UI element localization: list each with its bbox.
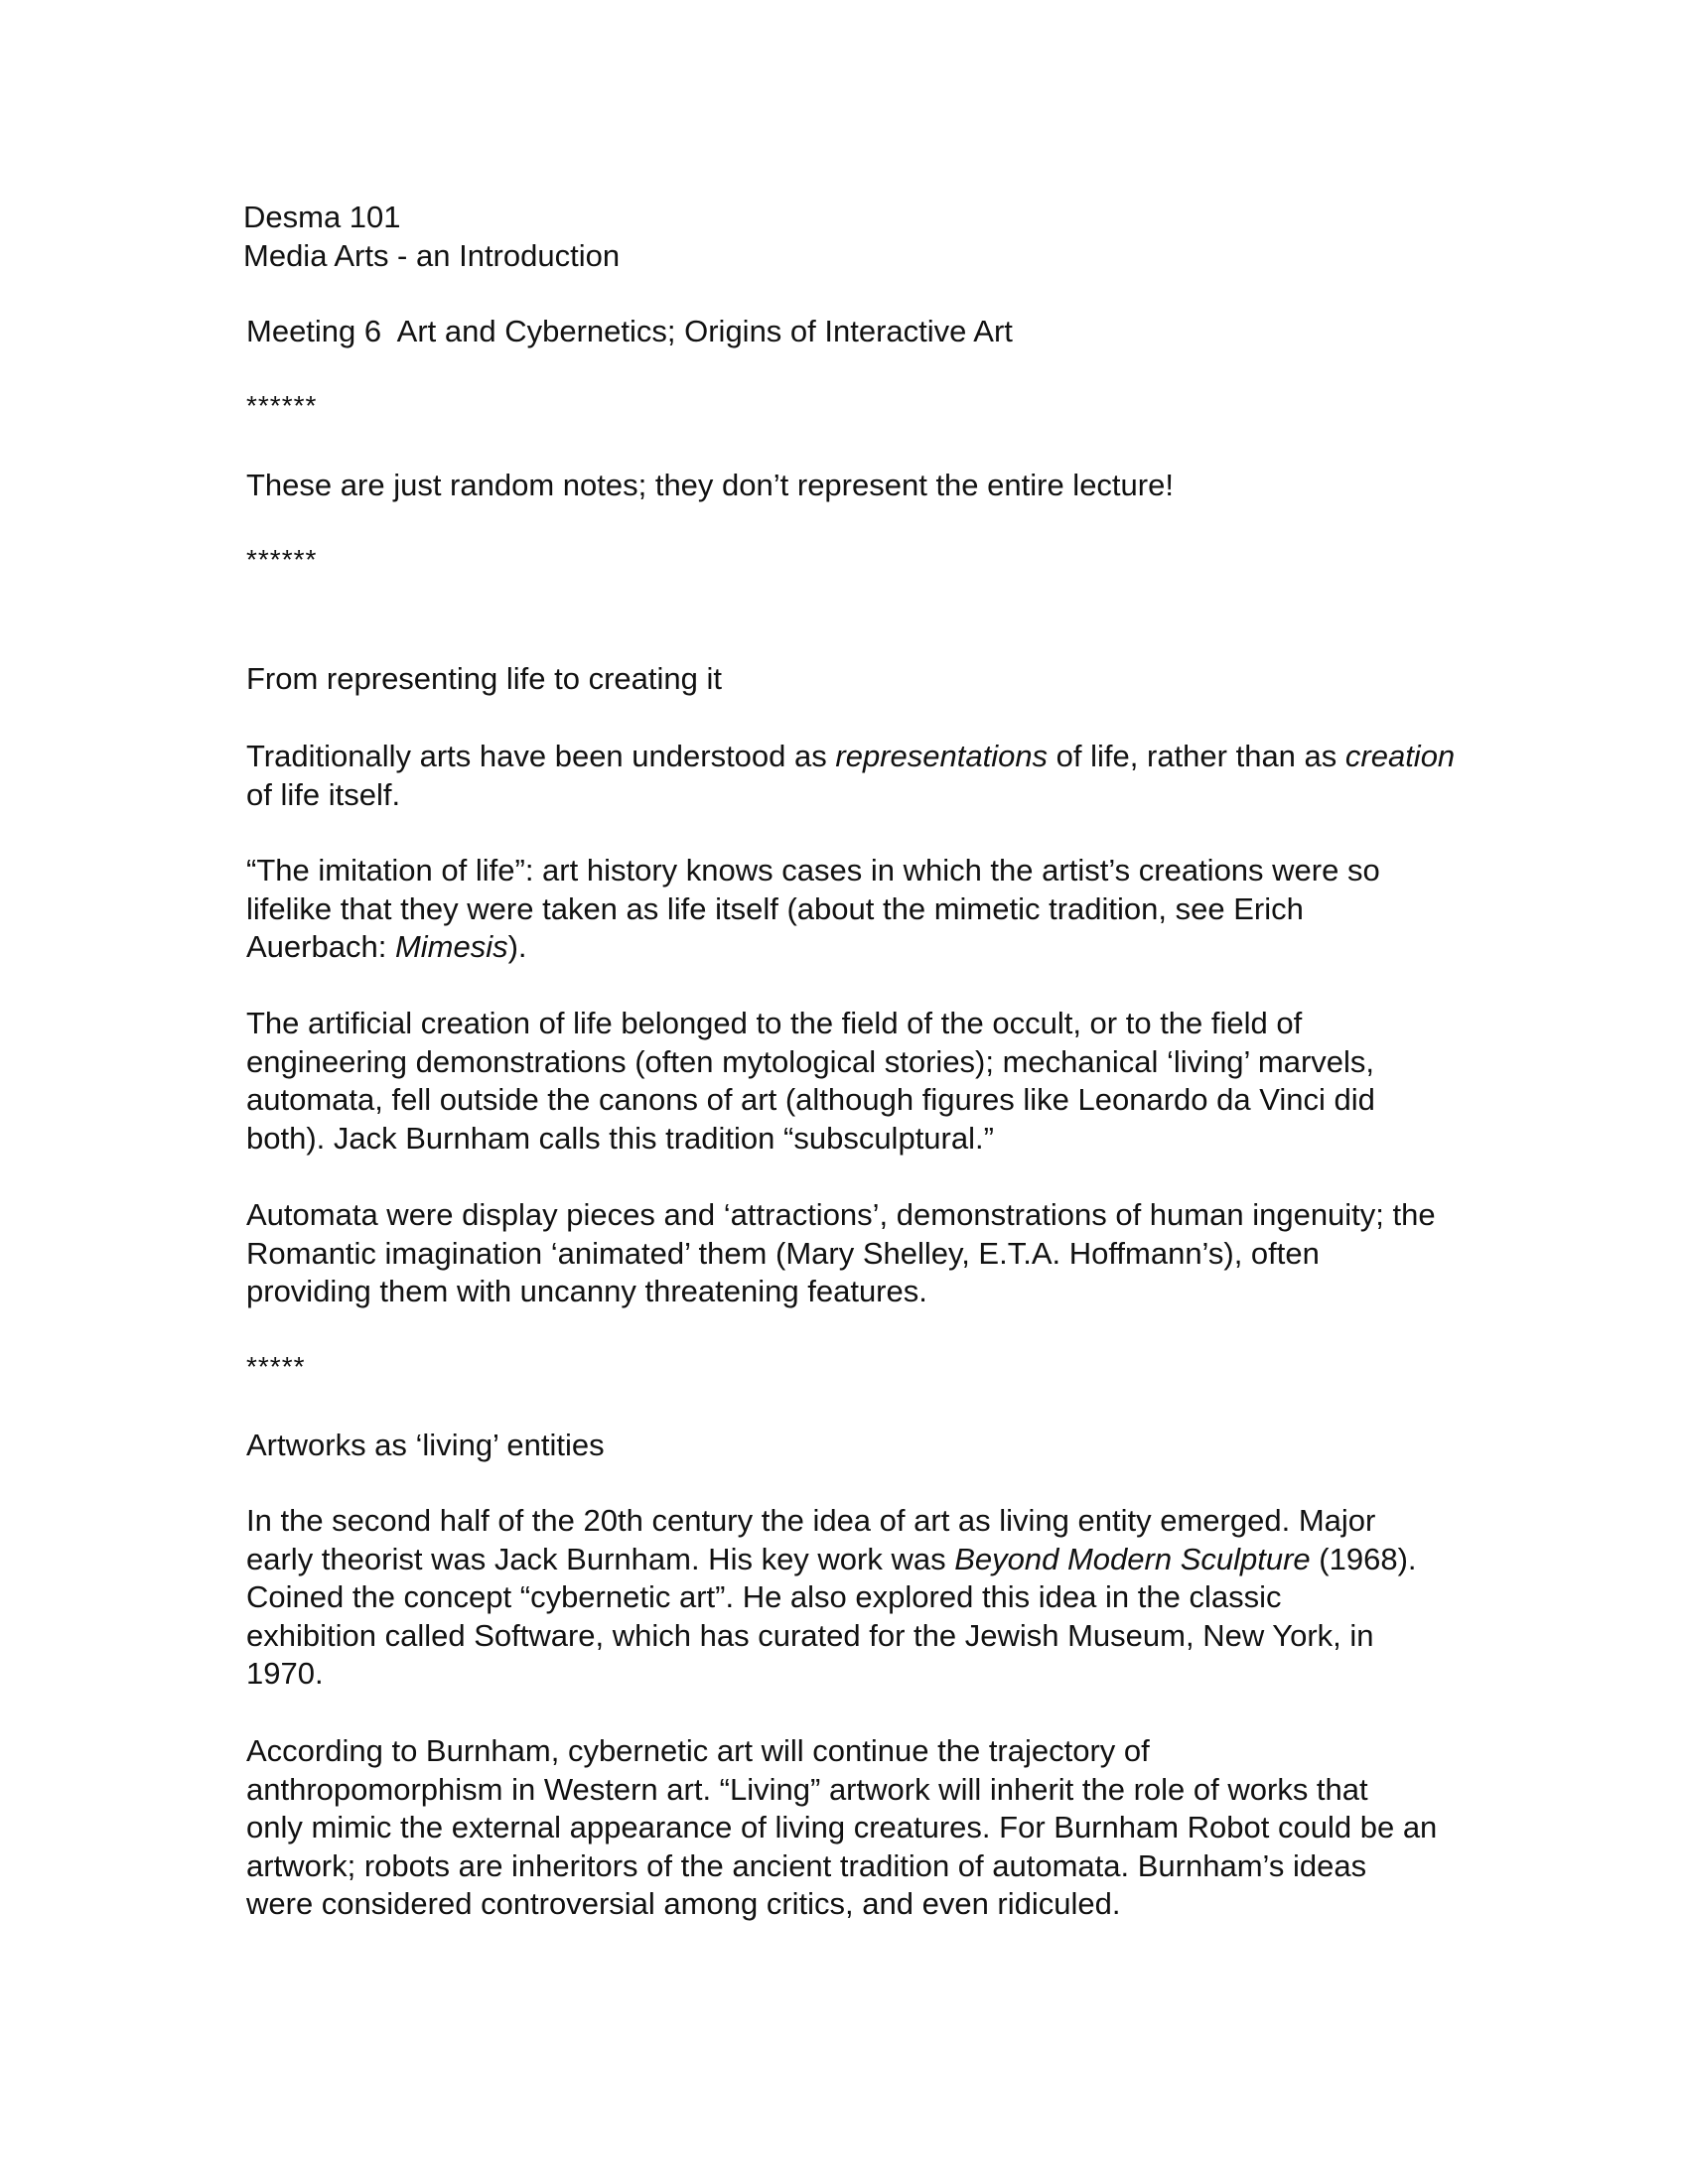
paragraph-line: artwork; robots are inheritors of the ancient tradition of automata. Burnham’s ideas [246, 1847, 1367, 1883]
section-heading [246, 1427, 1468, 1465]
paragraph [246, 738, 1468, 814]
paragraph-line: of life itself. [246, 776, 401, 812]
separator-text: ****** [246, 544, 318, 575]
paragraph-line: providing them with uncanny threatening features. [246, 1274, 927, 1308]
course-subtitle: Media Arts - an Introduction [243, 237, 621, 273]
paragraph-line: only mimic the external appearance of living creatures. For Burnham Robot could be an [246, 1810, 1438, 1844]
course-title: Desma 101 [243, 200, 401, 234]
italic-run: Beyond Modern Sculpture [954, 1541, 1311, 1576]
italic-run: creation [1344, 739, 1456, 773]
paragraph-line: were considered controversial among critics, and even ridiculed. [246, 1886, 1121, 1921]
paragraph-line: engineering demonstrations (often mytological stories); mechanical ‘living’ marvels, [246, 1043, 1375, 1079]
paragraph-line: Automata were display pieces and ‘attractions’, demonstrations of human ingenuity; the [246, 1197, 1436, 1232]
text-run: of life, rather than as [1048, 739, 1345, 773]
separator [246, 541, 1468, 580]
paragraph-line [246, 928, 1468, 967]
paragraph-line [246, 1541, 1468, 1579]
paragraph [246, 1502, 1468, 1694]
separator [246, 1348, 1468, 1387]
paragraph-line: Coined the concept “cybernetic art”. He also explored this idea in the classic [246, 1579, 1282, 1614]
section-heading-text: Artworks as ‘living’ entities [246, 1428, 605, 1462]
paragraph-line: “The imitation of life”: art history knows cases in which the artist’s creations were so [246, 853, 1380, 887]
paragraph-line: exhibition called Software, which has curated for the Jewish Museum, New York, in [246, 1617, 1374, 1653]
paragraph [246, 852, 1468, 967]
separator-text: ***** [246, 1351, 306, 1382]
paragraph [246, 1732, 1468, 1924]
paragraph-line [246, 738, 1468, 776]
text-run: early theorist was Jack Burnham. His key work was [246, 1541, 955, 1576]
paragraph [246, 1196, 1468, 1311]
italic-run: Mimesis [394, 929, 508, 964]
paragraph [246, 1005, 1468, 1158]
paragraph-line: 1970. [246, 1656, 324, 1691]
section-heading [246, 660, 1468, 699]
separator [246, 387, 1468, 426]
paragraph-line: both). Jack Burnham calls this tradition “subsculptural.” [246, 1120, 994, 1156]
course-header [243, 199, 1465, 275]
text-run: ). [507, 929, 527, 964]
text-run: Auerbach: [246, 929, 395, 964]
paragraph-line: According to Burnham, cybernetic art will continue the trajectory of [246, 1733, 1150, 1768]
paragraph-line: lifelike that they were taken as life itself (about the mimetic tradition, see Erich [246, 890, 1304, 926]
paragraph-line: In the second half of the 20th century the idea of art as living entity emerged. Major [246, 1503, 1376, 1538]
text-run: (1968). [1310, 1541, 1417, 1576]
text-run: Traditionally arts have been understood as [246, 739, 836, 773]
paragraph-line: automata, fell outside the canons of art (although figures like Leonardo da Vinci did [246, 1082, 1375, 1117]
separator-text: ****** [246, 390, 318, 421]
disclaimer-note [246, 467, 1468, 505]
section-heading-text: From representing life to creating it [246, 661, 722, 696]
meeting-title-text: Meeting 6 Art and Cybernetics; Origins of Interactive Art [246, 314, 1013, 348]
paragraph-line: anthropomorphism in Western art. “Living” artwork will inherit the role of works that [246, 1771, 1368, 1807]
italic-run: representations [835, 739, 1049, 773]
paragraph-line: The artificial creation of life belonged to the field of the occult, or to the field of [246, 1006, 1303, 1040]
meeting-title [246, 313, 1468, 351]
disclaimer-text: These are just random notes; they don’t represent the entire lecture! [246, 468, 1174, 502]
paragraph-line: Romantic imagination ‘animated’ them (Mary Shelley, E.T.A. Hoffmann’s), often [246, 1235, 1320, 1271]
